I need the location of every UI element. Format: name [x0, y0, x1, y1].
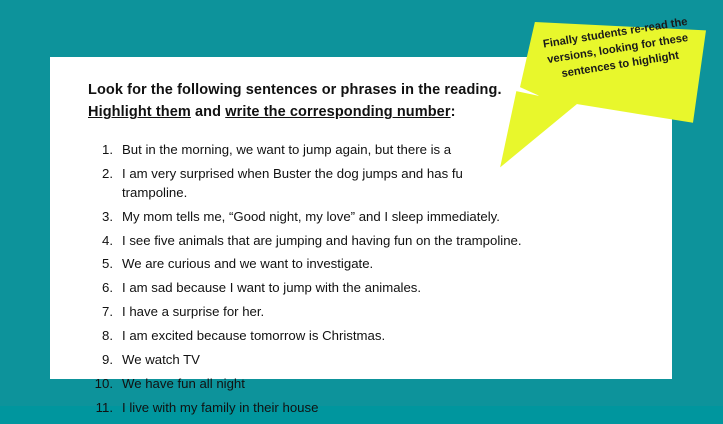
list-item-text: trampoline. — [122, 184, 188, 200]
list-item — [88, 328, 652, 345]
list-item-text: I see five animals that are jumping and having fun on the trampoline. — [122, 232, 522, 248]
list-item-text: We watch TV — [122, 351, 200, 367]
heading-and: and — [190, 104, 226, 121]
list-item-number: 5. — [102, 256, 113, 272]
heading-write-number: write the corresponding number — [225, 104, 451, 121]
list-item-number: 11. — [95, 399, 113, 415]
list-item-text: We have fun all night — [122, 375, 245, 391]
list-item-text: I am excited because tomorrow is Christmas. — [122, 328, 386, 344]
heading-highlight-them: Highlight them — [88, 104, 191, 121]
list-item-text: I have a surprise for her. — [122, 304, 265, 320]
list-item-text: I am sad because I want to jump with the animales. — [122, 280, 422, 296]
list-item-number: 1. — [102, 141, 113, 157]
list-item-text: My mom tells me, “Good night, my love” and I sleep immediately. — [122, 208, 500, 224]
callout-note — [520, 15, 706, 127]
list-item — [88, 352, 652, 369]
list-item — [88, 209, 652, 226]
list-item-number: 3. — [102, 208, 113, 224]
list-item-text: We are curious and we want to investigate. — [122, 256, 374, 272]
list-item-text: I am very surprised when Buster the dog jumps and has fu — [122, 165, 463, 181]
list-item — [88, 400, 652, 417]
list-item-text: I live with my family in their house — [122, 399, 319, 415]
callout-text: Finally students re-read the versions, looking for these sentences to highlight — [542, 15, 690, 81]
list-item — [88, 280, 652, 297]
list-item — [88, 376, 652, 393]
list-item — [88, 304, 652, 321]
heading-colon: : — [450, 104, 456, 121]
list-item-number: 9. — [102, 351, 113, 367]
list-item-number: 2. — [102, 165, 113, 181]
list-item-text: But in the morning, we want to jump again, but there is a — [122, 141, 452, 157]
list-item — [88, 256, 652, 273]
list-item-number: 6. — [102, 280, 113, 296]
list-item-number: 8. — [102, 328, 113, 344]
list-item — [88, 233, 652, 250]
list-item-number: 7. — [102, 304, 113, 320]
heading-line-1: Look for the following sentences or phrases in the reading. — [88, 82, 502, 98]
list-item-number: 10. — [94, 375, 113, 391]
list-item-number: 4. — [102, 232, 113, 248]
